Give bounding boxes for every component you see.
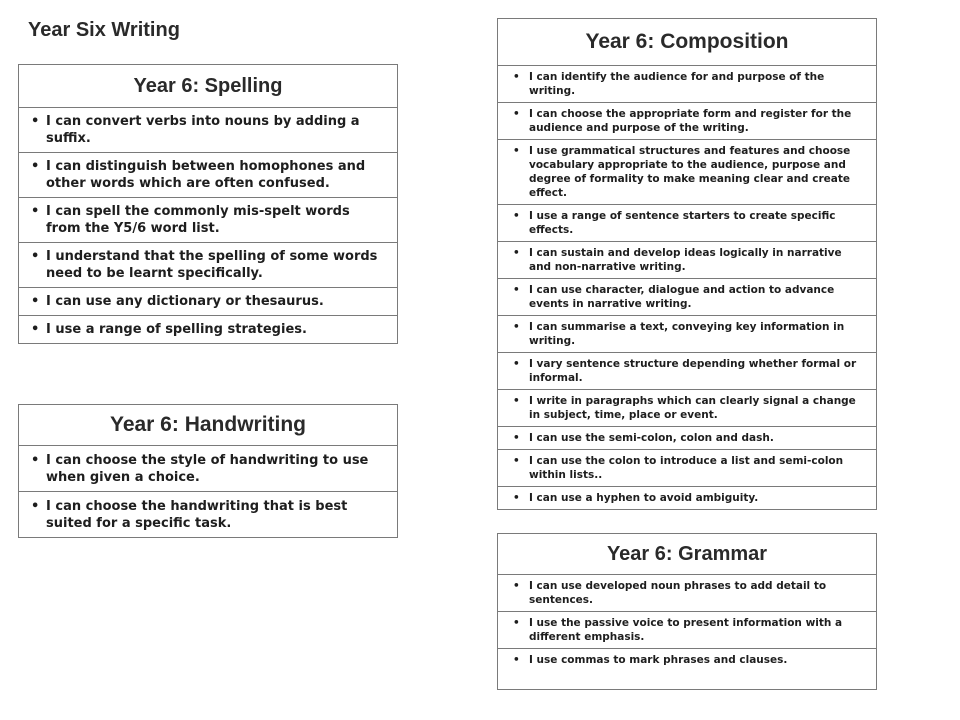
composition-item-text: I write in paragraphs which can clearly signal a change in subject, time, place or event. (529, 395, 856, 421)
bullet-icon: • (31, 114, 40, 129)
composition-item-text: I vary sentence structure depending whether formal or informal. (529, 358, 857, 384)
composition-item (499, 451, 875, 485)
spelling-item (20, 199, 396, 241)
grammar-item-text: I can use developed noun phrases to add detail to sentences. (529, 580, 827, 606)
composition-item (499, 317, 875, 351)
bullet-icon: • (513, 145, 520, 157)
spelling-item (20, 109, 396, 151)
handwriting-item-text: I can choose the handwriting that is best suited for a specific task. (46, 499, 348, 531)
composition-item (499, 243, 875, 277)
composition-title: Year 6: Composition (498, 19, 877, 66)
bullet-icon: • (513, 492, 520, 504)
spelling-item (20, 289, 396, 314)
handwriting-item-text: I can choose the style of handwriting to use when given a choice. (46, 453, 369, 485)
bullet-icon: • (513, 395, 520, 407)
page-title: Year Six Writing (28, 19, 180, 41)
bullet-icon: • (513, 321, 520, 333)
bullet-icon: • (513, 108, 520, 120)
composition-item (499, 391, 875, 425)
handwriting-table (18, 404, 398, 538)
bullet-icon: • (31, 499, 40, 514)
bullet-icon: • (31, 159, 40, 174)
grammar-table (497, 533, 877, 690)
bullet-icon: • (513, 358, 520, 370)
bullet-icon: • (31, 453, 40, 468)
bullet-icon: • (513, 284, 520, 296)
composition-item-text: I can sustain and develop ideas logically in narrative and non-narrative writing. (529, 247, 842, 273)
spelling-item-text: I can distinguish between homophones and other words which are often confused. (46, 159, 366, 191)
bullet-icon: • (513, 210, 520, 222)
composition-item-text: I can choose the appropriate form and register for the audience and purpose of the writing. (529, 108, 852, 134)
grammar-title: Year 6: Grammar (498, 534, 877, 575)
handwriting-title: Year 6: Handwriting (19, 405, 398, 446)
spelling-item-text: I use a range of spelling strategies. (46, 322, 307, 337)
bullet-icon: • (513, 654, 520, 666)
composition-item (499, 280, 875, 314)
composition-item-text: I can summarise a text, conveying key information in writing. (529, 321, 845, 347)
bullet-icon: • (31, 249, 40, 264)
composition-item-text: I can use character, dialogue and action to advance events in narrative writing. (529, 284, 835, 310)
bullet-icon: • (31, 322, 40, 337)
bullet-icon: • (513, 617, 520, 629)
handwriting-item (20, 447, 396, 490)
composition-table (497, 18, 877, 510)
bullet-icon: • (513, 432, 520, 444)
composition-item (499, 141, 875, 203)
composition-item-text: I use grammatical structures and features and choose vocabulary appropriate to the audience, purpose and degree of formality to make meaning clear and create effect. (529, 145, 851, 199)
composition-item (499, 428, 875, 448)
bullet-icon: • (31, 294, 40, 309)
spelling-item (20, 317, 396, 342)
composition-item (499, 488, 875, 508)
spelling-item-text: I can use any dictionary or thesaurus. (46, 294, 324, 309)
handwriting-item (20, 493, 396, 536)
grammar-item (499, 650, 875, 670)
composition-item (499, 206, 875, 240)
spelling-table (18, 64, 398, 344)
composition-item-text: I can identify the audience for and purpose of the writing. (529, 71, 825, 97)
composition-item (499, 104, 875, 138)
composition-item (499, 67, 875, 101)
composition-item (499, 354, 875, 388)
spelling-title: Year 6: Spelling (19, 65, 398, 108)
composition-item-text: I use a range of sentence starters to create specific effects. (529, 210, 836, 236)
bullet-icon: • (513, 71, 520, 83)
grammar-item (499, 576, 875, 610)
composition-item-text: I can use the colon to introduce a list and semi-colon within lists.. (529, 455, 844, 481)
composition-item-text: I can use the semi-colon, colon and dash. (529, 432, 774, 444)
grammar-item-text: I use the passive voice to present information with a different emphasis. (529, 617, 843, 643)
bullet-icon: • (31, 204, 40, 219)
spelling-item-text: I can convert verbs into nouns by adding a suffix. (46, 114, 360, 146)
bullet-icon: • (513, 247, 520, 259)
grammar-item (499, 613, 875, 647)
spelling-item-text: I understand that the spelling of some words need to be learnt specifically. (46, 249, 378, 281)
composition-item-text: I can use a hyphen to avoid ambiguity. (529, 492, 759, 504)
spelling-item (20, 244, 396, 286)
grammar-item-text: I use commas to mark phrases and clauses. (529, 654, 788, 666)
spelling-item-text: I can spell the commonly mis-spelt words from the Y5/6 word list. (46, 204, 350, 236)
bullet-icon: • (513, 455, 520, 467)
spelling-item (20, 154, 396, 196)
bullet-icon: • (513, 580, 520, 592)
